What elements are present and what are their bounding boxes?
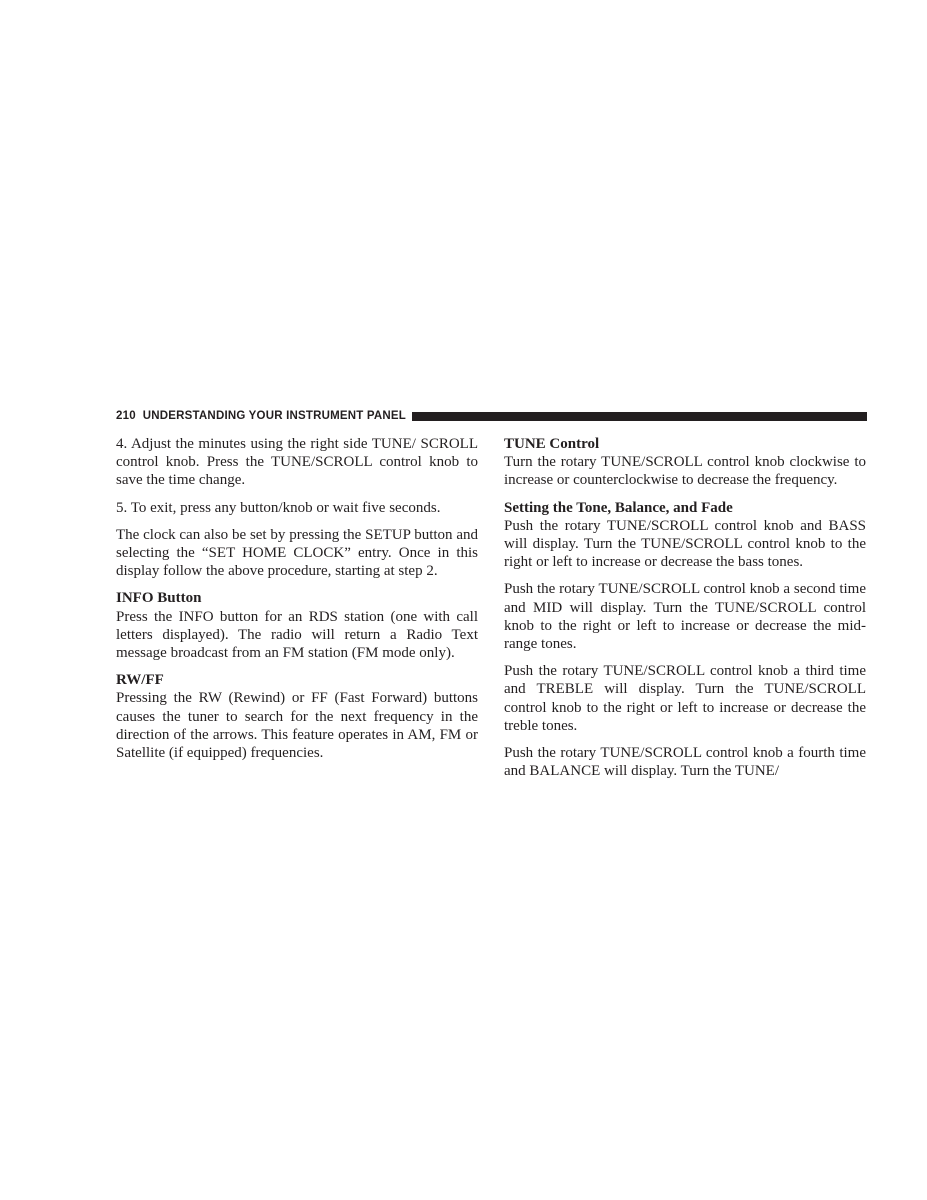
step-5-paragraph: 5. To exit, press any button/knob or wait five seconds.: [116, 499, 441, 516]
tone-section: [504, 499, 866, 572]
page-header: [116, 408, 867, 424]
header-rule: [412, 412, 867, 421]
rwff-heading: RW/FF: [116, 672, 164, 689]
right-column: [504, 435, 866, 789]
info-button-heading: INFO Button: [116, 590, 202, 607]
tune-control-paragraph: Turn the rotary TUNE/SCROLL control knob clockwise to increase or counterclockwise to decrease the frequency.: [504, 454, 866, 489]
rwff-paragraph: Pressing the RW (Rewind) or FF (Fast Forward) buttons causes the tuner to search for the next frequency in the direction of the arrows. This feature operates in AM, FM or Satellite (if equipped) frequencies.: [116, 690, 478, 762]
info-button-paragraph: Press the INFO button for an RDS station (one with call letters displayed). The radio will return a Radio Text message broadcast from an FM station (FM mode only).: [116, 608, 478, 662]
tone-paragraph-balance: Push the rotary TUNE/SCROLL control knob a fourth time and BALANCE will display. Turn the TUNE/: [504, 745, 866, 780]
step-4-paragraph: 4. Adjust the minutes using the right side TUNE/ SCROLL control knob. Press the TUNE/SCROLL control knob to save the time change.: [116, 436, 478, 489]
page-number: 210: [116, 410, 136, 422]
clock-note-paragraph: The clock can also be set by pressing the SETUP button and selecting the “SET HOME CLOCK” entry. Once in this display follow the above procedure, starting at step 2.: [116, 526, 478, 580]
rwff-section: [116, 671, 478, 762]
tune-control-section: [504, 435, 866, 490]
tone-paragraph-treble: Push the rotary TUNE/SCROLL control knob a third time and TREBLE will display. Turn the TUNE/SCROLL control knob to the right or left to increase or decrease the treble tones.: [504, 663, 866, 734]
left-column: [116, 435, 478, 771]
info-button-section: [116, 589, 478, 662]
tone-paragraph-bass: Push the rotary TUNE/SCROLL control knob and BASS will display. Turn the TUNE/SCROLL control knob to the right or left to increase or decrease the bass tones.: [504, 517, 866, 571]
section-title: UNDERSTANDING YOUR INSTRUMENT PANEL: [142, 410, 406, 422]
tone-heading: Setting the Tone, Balance, and Fade: [504, 499, 733, 516]
tune-control-heading: TUNE Control: [504, 436, 600, 452]
tone-paragraph-mid: Push the rotary TUNE/SCROLL control knob a second time and MID will display. Turn the TUNE/SCROLL control knob to the right or left to increase or decrease the mid-range tones.: [504, 581, 866, 653]
